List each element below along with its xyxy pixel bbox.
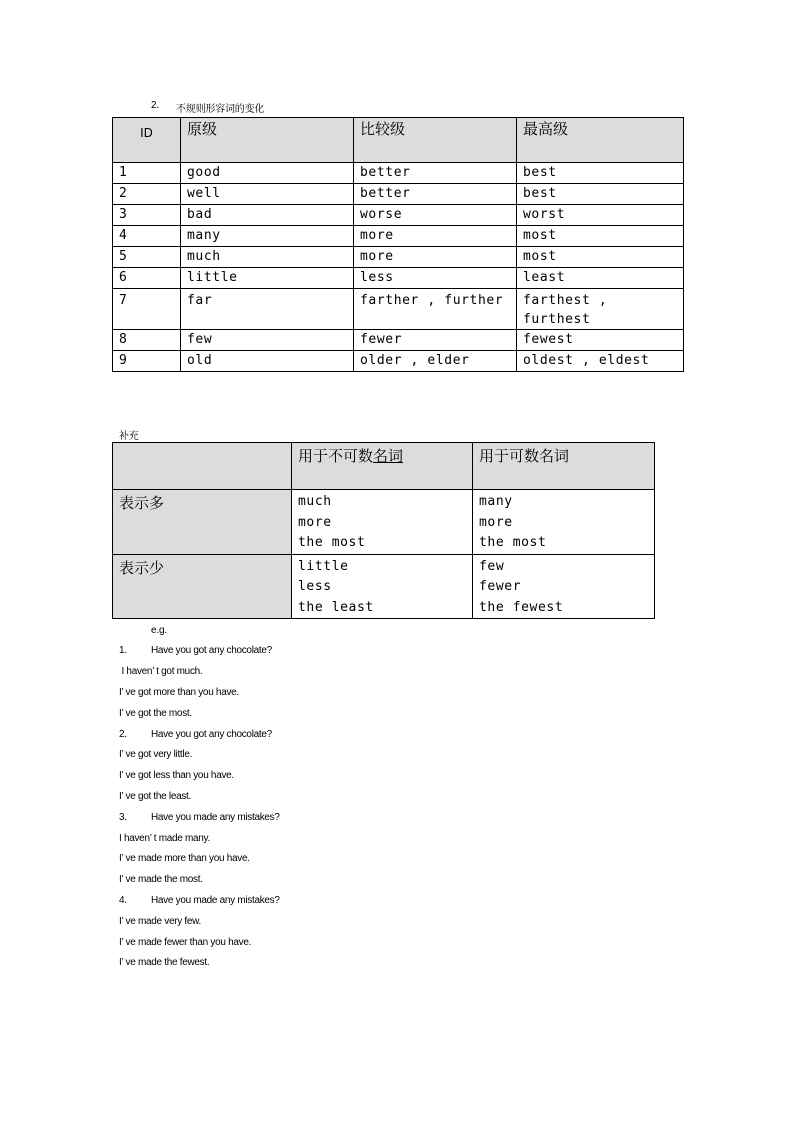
example-number: 1. [119, 645, 127, 656]
table-row [113, 184, 684, 205]
cell-base: many [181, 226, 354, 247]
cell-base: much [181, 247, 354, 268]
cell-superlative: best [517, 163, 684, 184]
table-row [113, 268, 684, 289]
word: fewer [479, 579, 522, 594]
header-base: 原级 [181, 118, 354, 163]
header-countable: 用于可数名词 [473, 443, 655, 490]
examples-label: e.g. [151, 625, 167, 636]
cell-base: well [181, 184, 354, 205]
example-line: I’ ve got more than you have. [119, 687, 239, 698]
cell-id: 8 [113, 330, 181, 351]
example-number: 2. [119, 729, 127, 740]
cell-superlative: worst [517, 205, 684, 226]
supplement-label: 补充 [119, 431, 139, 442]
cell-base: good [181, 163, 354, 184]
word: much [298, 494, 332, 509]
cell-superlative: most [517, 226, 684, 247]
cell-id: 5 [113, 247, 181, 268]
cell-comparative: fewer [354, 330, 517, 351]
cell-countable [473, 490, 655, 555]
header-uncountable-part2: 名词 [373, 447, 404, 465]
header-empty [113, 443, 292, 490]
cell-comparative: older , elder [354, 351, 517, 372]
word: few [479, 558, 505, 574]
table-row [113, 163, 684, 184]
header-comparative: 比较级 [354, 118, 517, 163]
table-row [113, 351, 684, 372]
cell-comparative: better [354, 163, 517, 184]
cell-comparative: more [354, 226, 517, 247]
cell-superlative: least [517, 268, 684, 289]
word: more [479, 514, 513, 530]
cell-comparative: farther , further [354, 289, 517, 330]
example-line: I’ ve made fewer than you have. [119, 937, 252, 948]
table-row [113, 289, 684, 330]
cell-uncountable [292, 490, 473, 555]
example-line: I’ ve got very little. [119, 749, 193, 760]
cell-superlative: farthest , furthest [517, 289, 684, 330]
example-line: I’ ve got the most. [119, 708, 192, 719]
cell-base: old [181, 351, 354, 372]
example-line: Have you made any mistakes? [151, 812, 280, 823]
header-id: ID [113, 118, 181, 163]
cell-base: little [181, 268, 354, 289]
example-line: Have you got any chocolate? [151, 645, 272, 656]
table-row [113, 205, 684, 226]
cell-id: 9 [113, 351, 181, 372]
section-number: 2. [151, 100, 159, 111]
cell-id: 6 [113, 268, 181, 289]
cell-base: far [181, 289, 354, 330]
word: the most [479, 535, 547, 550]
header-uncountable [292, 443, 473, 490]
example-line: I haven’ t got much. [119, 666, 203, 677]
cell-base: bad [181, 205, 354, 226]
header-superlative: 最高级 [517, 118, 684, 163]
table-header-row [113, 118, 684, 163]
cell-id: 2 [113, 184, 181, 205]
example-line: I’ ve made very few. [119, 916, 201, 927]
example-line: I’ ve got less than you have. [119, 770, 234, 781]
table-row [113, 226, 684, 247]
word: more [298, 514, 332, 530]
table-row [113, 330, 684, 351]
example-line: Have you made any mistakes? [151, 895, 280, 906]
example-line: I’ ve got the least. [119, 791, 192, 802]
example-line: I haven’ t made many. [119, 833, 210, 844]
cell-id: 4 [113, 226, 181, 247]
table-row [113, 490, 655, 555]
example-number: 3. [119, 812, 127, 823]
cell-superlative: fewest [517, 330, 684, 351]
word: the most [298, 535, 366, 550]
cell-id: 1 [113, 163, 181, 184]
example-number: 4. [119, 895, 127, 906]
example-line: I’ ve made more than you have. [119, 853, 250, 864]
cell-countable [473, 554, 655, 619]
supplement-header-row [113, 443, 655, 490]
irregular-adjectives-table [112, 117, 684, 372]
cell-superlative: most [517, 247, 684, 268]
row-label-more: 表示多 [113, 490, 292, 555]
word: the least [298, 599, 374, 615]
example-line: I’ ve made the most. [119, 874, 203, 885]
cell-comparative: better [354, 184, 517, 205]
table-row [113, 554, 655, 619]
cell-superlative: oldest , eldest [517, 351, 684, 372]
supplement-table [112, 442, 655, 619]
section-title: 不规则形容词的变化 [176, 104, 265, 115]
word: many [479, 494, 513, 509]
cell-id: 3 [113, 205, 181, 226]
table-row [113, 247, 684, 268]
example-line: I’ ve made the fewest. [119, 957, 210, 968]
cell-id: 7 [113, 289, 181, 330]
cell-uncountable [292, 554, 473, 619]
cell-comparative: more [354, 247, 517, 268]
cell-superlative: best [517, 184, 684, 205]
word: the fewest [479, 599, 564, 615]
word: little [298, 558, 349, 574]
header-uncountable-part1: 用于不可数 [298, 447, 374, 465]
row-label-less: 表示少 [113, 554, 292, 619]
cell-comparative: worse [354, 205, 517, 226]
word: less [298, 579, 332, 594]
cell-comparative: less [354, 268, 517, 289]
cell-base: few [181, 330, 354, 351]
example-line: Have you got any chocolate? [151, 729, 272, 740]
